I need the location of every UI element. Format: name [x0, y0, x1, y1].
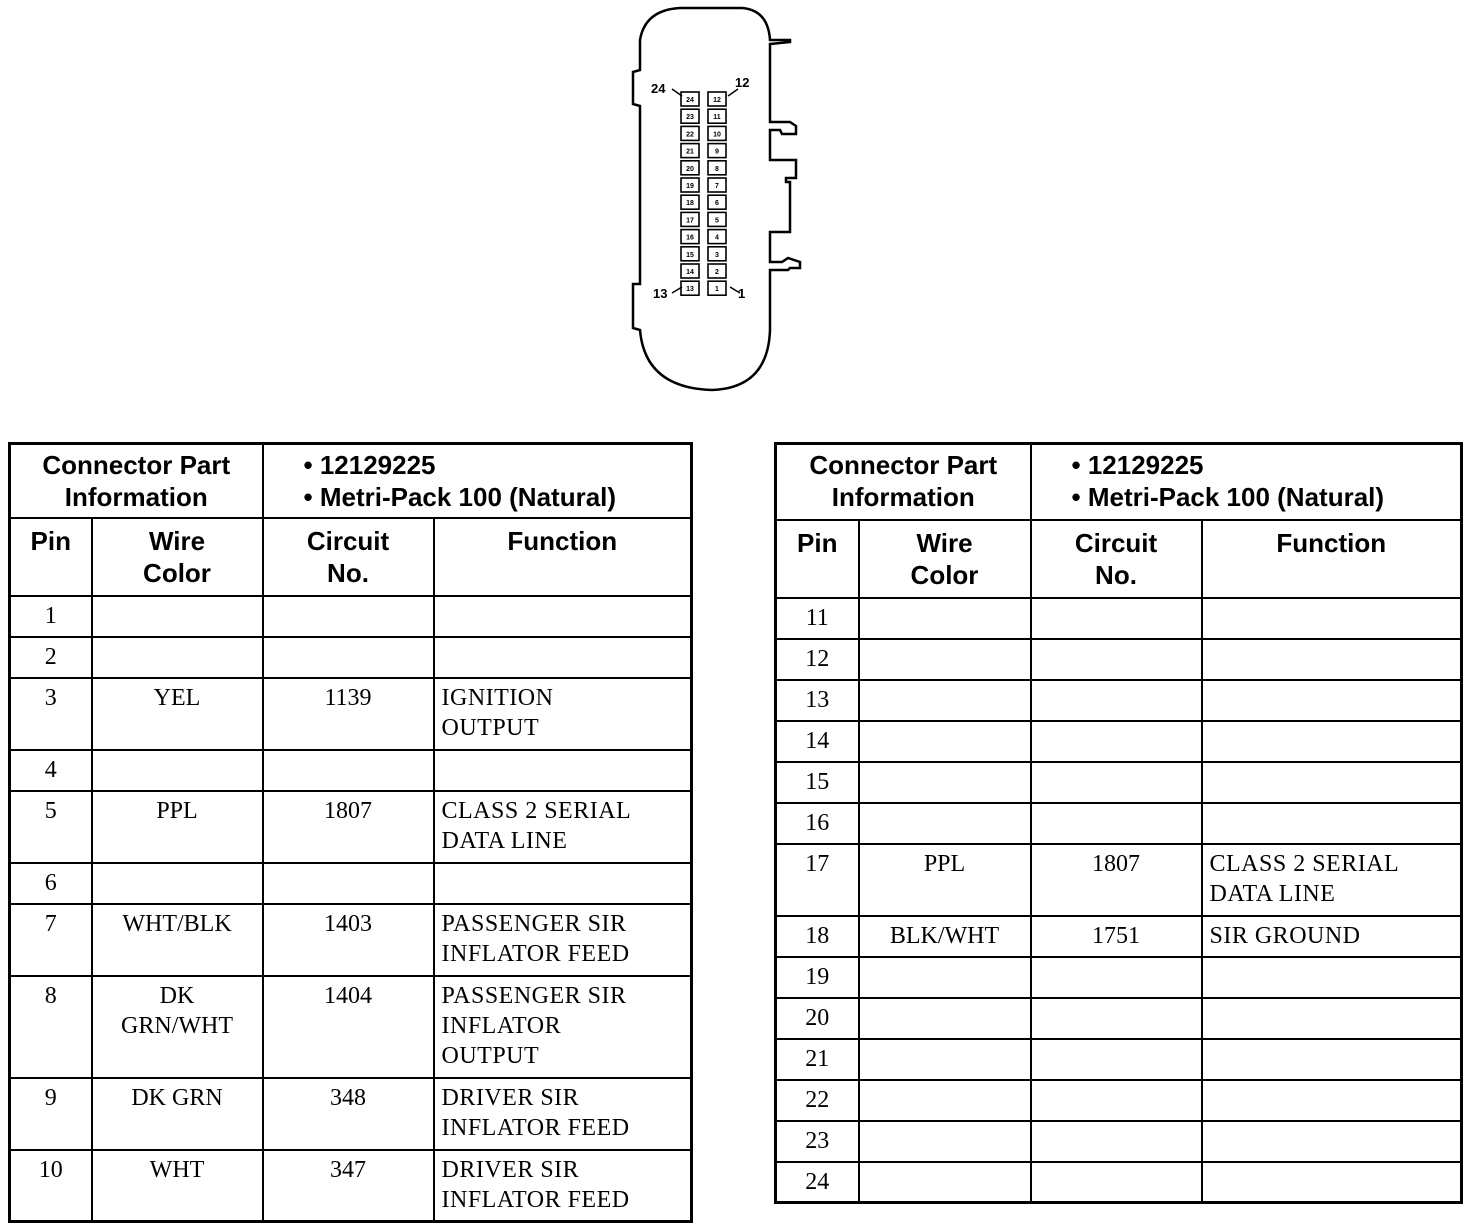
cell-pin: 3 [10, 678, 92, 750]
cell-circuit-no: 1139 [263, 678, 434, 750]
cell-function: DRIVER SIR INFLATOR FEED [434, 1078, 692, 1150]
cell-function [1202, 1162, 1462, 1203]
cell-wire-color [859, 598, 1031, 639]
cell-pin: 22 [776, 1080, 859, 1121]
cavity-number: 24 [686, 97, 694, 104]
table-row [776, 598, 1462, 639]
cell-wire-color [859, 957, 1031, 998]
table-row [776, 1162, 1462, 1203]
cell-function [1202, 639, 1462, 680]
pin-table-right [774, 442, 1463, 1204]
cell-circuit-no [1031, 762, 1202, 803]
connector-info-heading: Connector Part Information [776, 444, 1031, 520]
cavity-number: 20 [686, 165, 694, 173]
cavity-column-right [708, 92, 726, 295]
cell-wire-color [859, 998, 1031, 1039]
cell-circuit-no: 347 [263, 1150, 434, 1222]
cell-function [1202, 1039, 1462, 1080]
table-row [776, 762, 1462, 803]
cell-function [1202, 721, 1462, 762]
cell-wire-color: YEL [92, 678, 263, 750]
table-row [10, 596, 692, 637]
cell-wire-color [92, 863, 263, 904]
cell-pin: 5 [10, 791, 92, 863]
cell-function [434, 750, 692, 791]
col-header-function: Function [1202, 520, 1462, 598]
cell-circuit-no: 1807 [263, 791, 434, 863]
cell-pin: 19 [776, 957, 859, 998]
cell-function [1202, 680, 1462, 721]
table-row [10, 678, 692, 750]
column-header-row [776, 520, 1462, 598]
pin-label-24: 24 [651, 81, 666, 96]
cell-wire-color [92, 596, 263, 637]
table-header-row [10, 444, 692, 518]
cavity-number: 11 [713, 114, 721, 122]
cavity-number: 16 [686, 234, 694, 242]
cell-circuit-no [1031, 1162, 1202, 1203]
connector-part-numbers: • 12129225 • Metri-Pack 100 (Natural) [263, 444, 692, 518]
table-row [10, 863, 692, 904]
col-header-pin: Pin [10, 518, 92, 596]
cell-function: CLASS 2 SERIAL DATA LINE [434, 791, 692, 863]
cell-function [1202, 762, 1462, 803]
cell-function [1202, 1080, 1462, 1121]
cell-circuit-no [1031, 680, 1202, 721]
cell-pin: 13 [776, 680, 859, 721]
connector-face-diagram [600, 0, 840, 400]
cell-circuit-no [263, 596, 434, 637]
cell-function [1202, 957, 1462, 998]
cell-function: PASSENGER SIR INFLATOR FEED [434, 904, 692, 976]
cell-circuit-no [1031, 803, 1202, 844]
table-header-row [776, 444, 1462, 520]
cavity-number: 23 [686, 114, 694, 122]
cell-wire-color: PPL [92, 791, 263, 863]
cell-pin: 1 [10, 596, 92, 637]
cavity-number: 12 [713, 97, 721, 104]
cell-pin: 15 [776, 762, 859, 803]
cell-function [434, 863, 692, 904]
cell-wire-color: BLK/WHT [859, 916, 1031, 957]
table-row [776, 1121, 1462, 1162]
cell-wire-color [859, 1080, 1031, 1121]
col-header-function: Function [434, 518, 692, 596]
cavity-number: 14 [686, 269, 694, 276]
cell-wire-color [859, 762, 1031, 803]
cell-function [434, 637, 692, 678]
cell-wire-color [92, 750, 263, 791]
pin-label-13: 13 [653, 286, 668, 301]
cell-function: CLASS 2 SERIAL DATA LINE [1202, 844, 1462, 916]
cell-wire-color [92, 637, 263, 678]
cell-circuit-no: 1807 [1031, 844, 1202, 916]
table-row [776, 639, 1462, 680]
col-header-circuit-no: Circuit No. [1031, 520, 1202, 598]
cell-wire-color [859, 680, 1031, 721]
table-row [776, 844, 1462, 916]
cavity-number: 19 [686, 183, 694, 190]
cavity-number: 1 [715, 286, 719, 294]
cell-circuit-no [1031, 957, 1202, 998]
cell-wire-color: PPL [859, 844, 1031, 916]
cell-circuit-no: 1403 [263, 904, 434, 976]
cell-circuit-no: 348 [263, 1078, 434, 1150]
table-row [10, 1150, 692, 1222]
cell-circuit-no [1031, 721, 1202, 762]
cavity-number: 3 [715, 251, 719, 259]
cell-pin: 14 [776, 721, 859, 762]
table-row [776, 916, 1462, 957]
table-row [776, 1080, 1462, 1121]
cavity-number: 13 [686, 286, 694, 294]
pin-label-12: 12 [735, 75, 750, 90]
table-row [776, 803, 1462, 844]
table-row [776, 680, 1462, 721]
cavity-number: 22 [686, 131, 694, 139]
table-row [10, 976, 692, 1078]
table-row [10, 904, 692, 976]
cell-wire-color: WHT [92, 1150, 263, 1222]
cell-circuit-no [1031, 1080, 1202, 1121]
cell-function: DRIVER SIR INFLATOR FEED [434, 1150, 692, 1222]
cavity-number: 4 [715, 234, 719, 242]
table-row [10, 637, 692, 678]
cell-pin: 2 [10, 637, 92, 678]
cell-pin: 10 [10, 1150, 92, 1222]
pin-table-left [8, 442, 693, 1223]
cell-circuit-no [1031, 598, 1202, 639]
table-row [10, 750, 692, 791]
column-header-row [10, 518, 692, 596]
col-header-circuit-no: Circuit No. [263, 518, 434, 596]
cell-pin: 12 [776, 639, 859, 680]
cavity-number: 15 [686, 251, 694, 259]
cavity-column-left [681, 92, 699, 295]
cell-circuit-no: 1404 [263, 976, 434, 1078]
cavity-number: 18 [686, 200, 694, 208]
table-row [776, 957, 1462, 998]
cell-pin: 6 [10, 863, 92, 904]
cell-pin: 20 [776, 998, 859, 1039]
cavity-number: 2 [715, 269, 719, 276]
cell-wire-color [859, 721, 1031, 762]
cell-pin: 23 [776, 1121, 859, 1162]
cell-function [1202, 998, 1462, 1039]
cell-circuit-no [1031, 998, 1202, 1039]
cell-function [434, 596, 692, 637]
cavity-number: 5 [715, 217, 719, 225]
table-row [10, 1078, 692, 1150]
cavity-number: 7 [715, 183, 719, 190]
table-row [776, 721, 1462, 762]
cell-function [1202, 598, 1462, 639]
cell-wire-color: DK GRN/WHT [92, 976, 263, 1078]
cell-pin: 24 [776, 1162, 859, 1203]
table-row [10, 791, 692, 863]
cell-wire-color [859, 1121, 1031, 1162]
cell-wire-color [859, 1039, 1031, 1080]
pin-label-1: 1 [738, 286, 746, 301]
cell-circuit-no [1031, 639, 1202, 680]
cell-circuit-no [263, 863, 434, 904]
cell-pin: 18 [776, 916, 859, 957]
cavity-number: 17 [686, 217, 694, 225]
cell-function: SIR GROUND [1202, 916, 1462, 957]
cavity-number: 9 [715, 148, 719, 156]
cell-pin: 8 [10, 976, 92, 1078]
col-header-wire-color: Wire Color [92, 518, 263, 596]
cavity-number: 8 [715, 165, 719, 173]
cell-pin: 9 [10, 1078, 92, 1150]
cell-circuit-no: 1751 [1031, 916, 1202, 957]
cell-circuit-no [263, 637, 434, 678]
cell-circuit-no [263, 750, 434, 791]
cell-pin: 21 [776, 1039, 859, 1080]
cell-pin: 4 [10, 750, 92, 791]
cell-pin: 17 [776, 844, 859, 916]
cavity-number: 21 [686, 148, 694, 156]
cavity-number: 10 [713, 131, 721, 139]
cell-wire-color [859, 803, 1031, 844]
cell-pin: 7 [10, 904, 92, 976]
table-row [776, 1039, 1462, 1080]
cell-function [1202, 803, 1462, 844]
cell-circuit-no [1031, 1039, 1202, 1080]
cell-wire-color: WHT/BLK [92, 904, 263, 976]
cell-function [1202, 1121, 1462, 1162]
col-header-wire-color: Wire Color [859, 520, 1031, 598]
cavity-number: 6 [715, 200, 719, 208]
col-header-pin: Pin [776, 520, 859, 598]
connector-info-heading: Connector Part Information [10, 444, 263, 518]
cell-circuit-no [1031, 1121, 1202, 1162]
cell-function: IGNITION OUTPUT [434, 678, 692, 750]
cell-pin: 11 [776, 598, 859, 639]
cell-wire-color: DK GRN [92, 1078, 263, 1150]
cell-pin: 16 [776, 803, 859, 844]
connector-part-numbers: • 12129225 • Metri-Pack 100 (Natural) [1031, 444, 1462, 520]
table-row [776, 998, 1462, 1039]
leader-12 [728, 89, 738, 96]
cell-wire-color [859, 639, 1031, 680]
cell-function: PASSENGER SIR INFLATOR OUTPUT [434, 976, 692, 1078]
cell-wire-color [859, 1162, 1031, 1203]
